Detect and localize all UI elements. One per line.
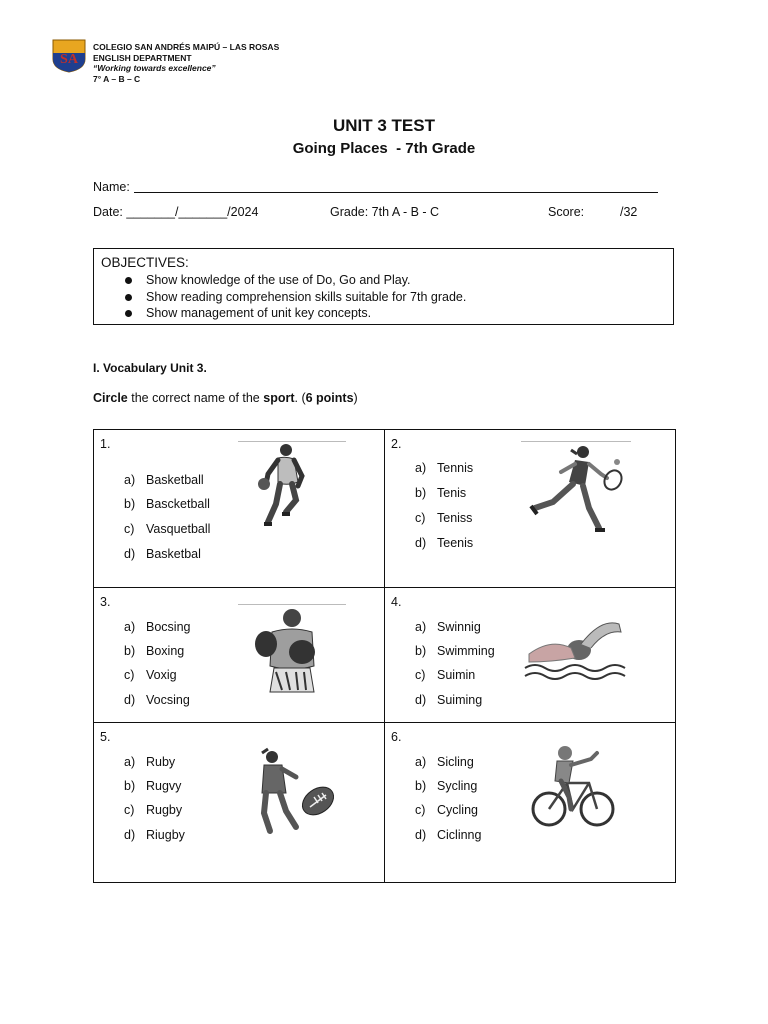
score-max: /32: [620, 205, 638, 219]
question-number: 2.: [391, 437, 402, 451]
question-number: 6.: [391, 730, 402, 744]
instructions: Circle the correct name of the sport. (6 points): [93, 391, 358, 405]
page-title: UNIT 3 TEST: [332, 116, 435, 135]
cyclist-icon: [527, 743, 617, 833]
rugby-player-icon: [252, 747, 342, 837]
score-label: Score:: [548, 205, 585, 219]
name-label: Name:: [93, 180, 130, 194]
question-number: 1.: [100, 437, 111, 451]
page-subtitle: Going Places - 7th Grade: [292, 140, 476, 157]
boxer-icon: [252, 606, 332, 694]
question-cell-5: 5. a) Ruby b) Rugvy c) Rugby d) Riugby: [93, 722, 385, 883]
question-number: 3.: [100, 595, 111, 609]
name-field[interactable]: [134, 192, 658, 193]
date-field: Date: _______/_______/2024: [93, 205, 259, 219]
bullet-icon: [125, 277, 132, 284]
bullet-icon: [125, 310, 132, 317]
school-name: COLEGIO SAN ANDRÉS MAIPÚ – LAS ROSAS: [93, 42, 280, 52]
section-title: I. Vocabulary Unit 3.: [93, 361, 207, 375]
department-name: ENGLISH DEPARTMENT: [93, 52, 192, 63]
grade-field: Grade: 7th A - B - C: [330, 205, 440, 219]
logo-text: SA: [60, 52, 78, 67]
question-cell-6: 6. a) Sicling b) Sycling c) Cycling d) Ciclinng: [384, 722, 676, 883]
question-cell-1: 1. a) Basketball b) Bascketball c) Vasquetball d) Basketbal: [93, 429, 385, 588]
question-cell-3: 3. a) Bocsing b) Boxing c) Voxig d) Vocsing: [93, 587, 385, 723]
question-number: 4.: [391, 595, 402, 609]
objectives-title: OBJECTIVES:: [101, 255, 189, 270]
question-grid: [93, 429, 676, 883]
grade-levels: 7° A – B – C: [93, 73, 141, 84]
school-header: [93, 42, 279, 84]
school-logo: [52, 39, 86, 73]
question-cell-4: 4. a) Swinnig b) Swimming c) Suimin d) Suiming: [384, 587, 676, 723]
tennis-player-icon: [527, 442, 631, 534]
school-motto: “Working towards excellence”: [93, 63, 216, 73]
question-number: 5.: [100, 730, 111, 744]
swimmer-icon: [521, 608, 627, 688]
objectives-box: OBJECTIVES: Show knowledge of the use of Do, Go and Play. Show reading comprehension skills suitable for 7th grade. Show management of unit key concepts.: [93, 248, 674, 325]
basketball-player-icon: [254, 442, 314, 536]
question-cell-2: 2. a) Tennis b) Tenis c) Teniss d) Teenis: [384, 429, 676, 588]
bullet-icon: [125, 294, 132, 301]
